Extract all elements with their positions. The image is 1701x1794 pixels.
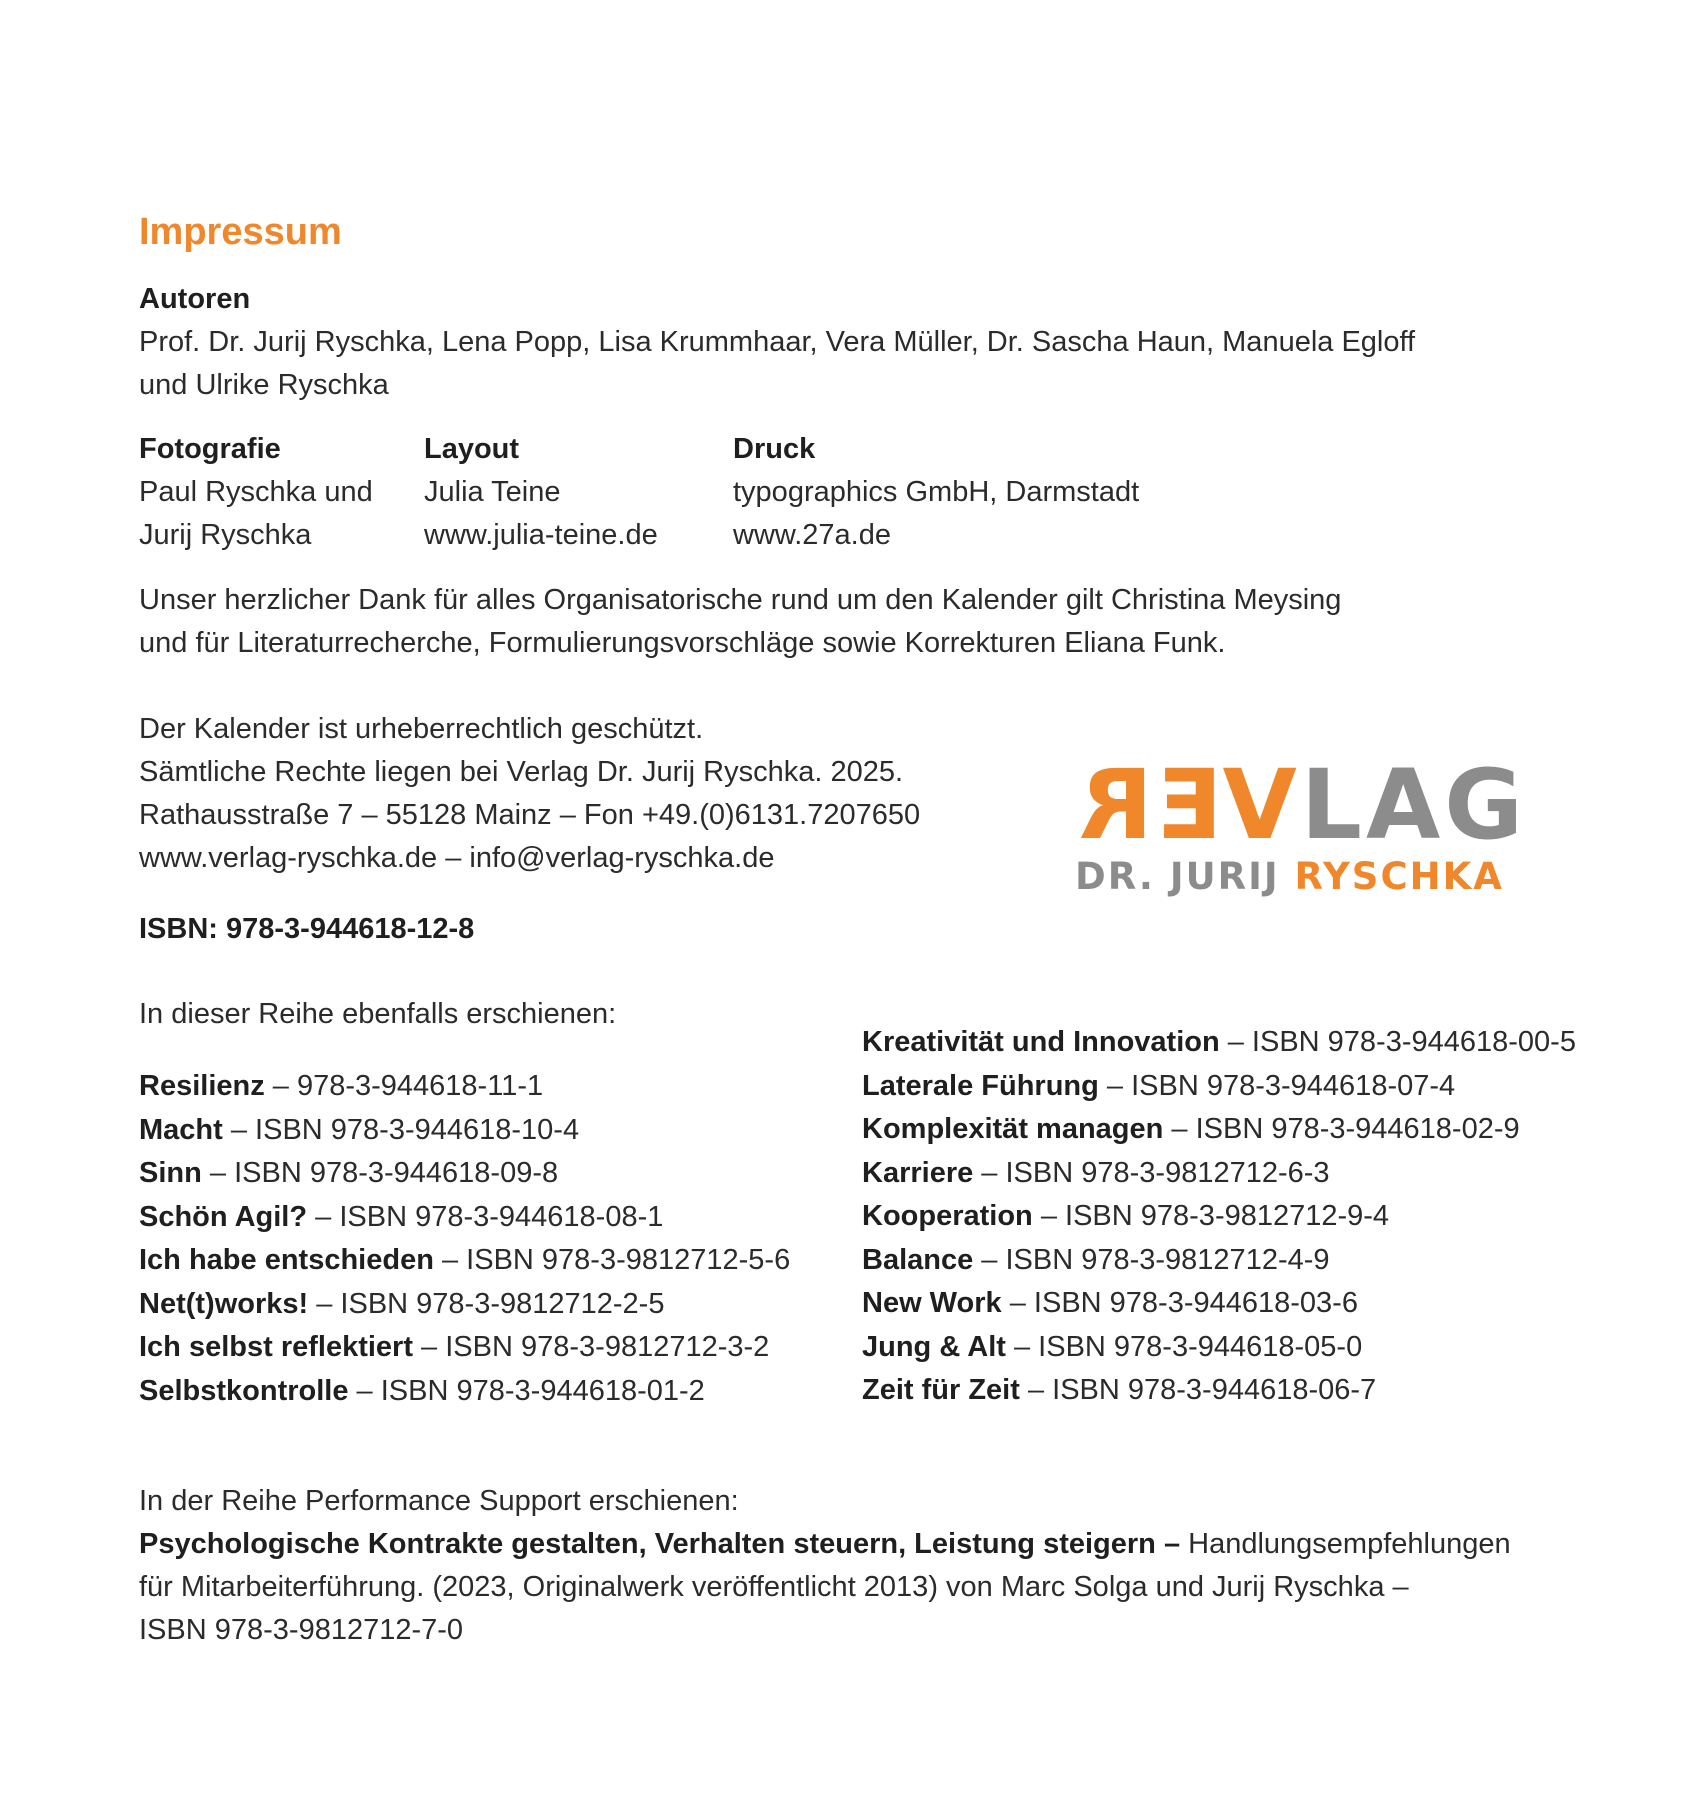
layout-credit <box>424 428 658 557</box>
performance-intro: In der Reihe Performance Support erschienen: <box>139 1485 739 1517</box>
performance-isbn: ISBN 978-3-9812712-7-0 <box>139 1614 464 1646</box>
series-list-right <box>862 1021 1576 1413</box>
copyright-line-3: Rathausstraße 7 – 55128 Mainz – Fon +49.(0)6131.7207650 <box>139 799 921 831</box>
isbn: ISBN: 978-3-944618-12-8 <box>139 913 475 945</box>
authors-line-2: und Ulrike Ryschka <box>139 369 389 401</box>
thanks-line-2: und für Literaturrecherche, Formulierungsvorschläge sowie Korrekturen Eliana Funk. <box>139 627 1226 659</box>
list-item: Zeit für Zeit – ISBN 978-3-944618-06-7 <box>862 1374 1377 1406</box>
performance-subtitle: Handlungsempfehlungen <box>1180 1528 1511 1560</box>
list-item: Laterale Führung – ISBN 978-3-944618-07-4 <box>862 1069 1456 1102</box>
logo-letters-lag: LAG <box>1300 749 1528 861</box>
performance-title: Psychologische Kontrakte gestalten, Verhalten steuern, Leistung steigern – <box>139 1528 1181 1560</box>
logo-letter-v: V <box>1222 749 1301 861</box>
list-item: Balance – ISBN 978-3-9812712-4-9 <box>862 1243 1330 1276</box>
list-item: Net(t)works! – ISBN 978-3-9812712-2-5 <box>139 1287 665 1320</box>
authors-line-1: Prof. Dr. Jurij Ryschka, Lena Popp, Lisa Krummhaar, Vera Müller, Dr. Sascha Haun, Manuela Egloff <box>139 326 1416 358</box>
photo-line-1: Paul Ryschka und <box>139 476 373 508</box>
print-credit <box>733 428 1139 557</box>
publisher-logo <box>1075 749 1528 898</box>
list-item: Macht – ISBN 978-3-944618-10-4 <box>139 1113 580 1146</box>
performance-line-1 <box>139 1523 1511 1566</box>
layout-line-1: Julia Teine <box>424 476 561 508</box>
layout-line-2: www.julia-teine.de <box>424 519 658 551</box>
authors-heading: Autoren <box>139 283 251 315</box>
list-item: Komplexität managen – ISBN 978-3-944618-02-9 <box>862 1113 1520 1145</box>
list-item: Kreativität und Innovation – ISBN 978-3-944618-00-5 <box>862 1026 1576 1058</box>
copyright-line-1: Der Kalender ist urheberrechtlich geschützt. <box>139 713 704 745</box>
series-intro: In dieser Reihe ebenfalls erschienen: <box>139 998 617 1030</box>
photo-credit <box>139 428 373 557</box>
thanks-line-1: Unser herzlicher Dank für alles Organisatorische rund um den Kalender gilt Christina Meysing <box>139 584 1342 616</box>
copyright-line-4: www.verlag-ryschka.de – info@verlag-ryschka.de <box>139 842 775 874</box>
logo-subtitle-surname: RYSCHKA <box>1294 855 1504 898</box>
layout-heading: Layout <box>424 433 520 465</box>
print-heading: Druck <box>733 433 816 465</box>
logo-subtitle-name: DR. JURIJ <box>1075 855 1295 898</box>
page-title: Impressum <box>139 211 342 253</box>
list-item: Resilienz – 978-3-944618-11-1 <box>139 1070 544 1102</box>
list-item: Sinn – ISBN 978-3-944618-09-8 <box>139 1157 559 1189</box>
copyright-line-2: Sämtliche Rechte liegen bei Verlag Dr. Jurij Ryschka. 2025. <box>139 756 904 788</box>
list-item: Ich selbst reflektiert – ISBN 978-3-9812712-3-2 <box>139 1331 770 1363</box>
photo-heading: Fotografie <box>139 433 281 465</box>
list-item: New Work – ISBN 978-3-944618-03-6 <box>862 1287 1358 1319</box>
series-list-left <box>139 1065 790 1413</box>
logo-letter-mirrored-r: R <box>1075 749 1153 861</box>
list-item: Kooperation – ISBN 978-3-9812712-9-4 <box>862 1200 1390 1232</box>
performance-line-2: für Mitarbeiterführung. (2023, Originalwerk veröffentlicht 2013) von Marc Solga und Jurij Ryschka – <box>139 1571 1409 1603</box>
photo-line-2: Jurij Ryschka <box>139 519 312 551</box>
print-line-1: typographics GmbH, Darmstadt <box>733 476 1140 508</box>
print-line-2: www.27a.de <box>733 519 891 551</box>
logo-letter-mirrored-e: E <box>1152 749 1223 861</box>
list-item: Schön Agil? – ISBN 978-3-944618-08-1 <box>139 1200 664 1233</box>
list-item: Selbstkontrolle – ISBN 978-3-944618-01-2 <box>139 1374 705 1407</box>
list-item: Ich habe entschieden – ISBN 978-3-9812712-5-6 <box>139 1244 791 1276</box>
list-item: Jung & Alt – ISBN 978-3-944618-05-0 <box>862 1330 1363 1363</box>
list-item: Karriere – ISBN 978-3-9812712-6-3 <box>862 1156 1330 1189</box>
